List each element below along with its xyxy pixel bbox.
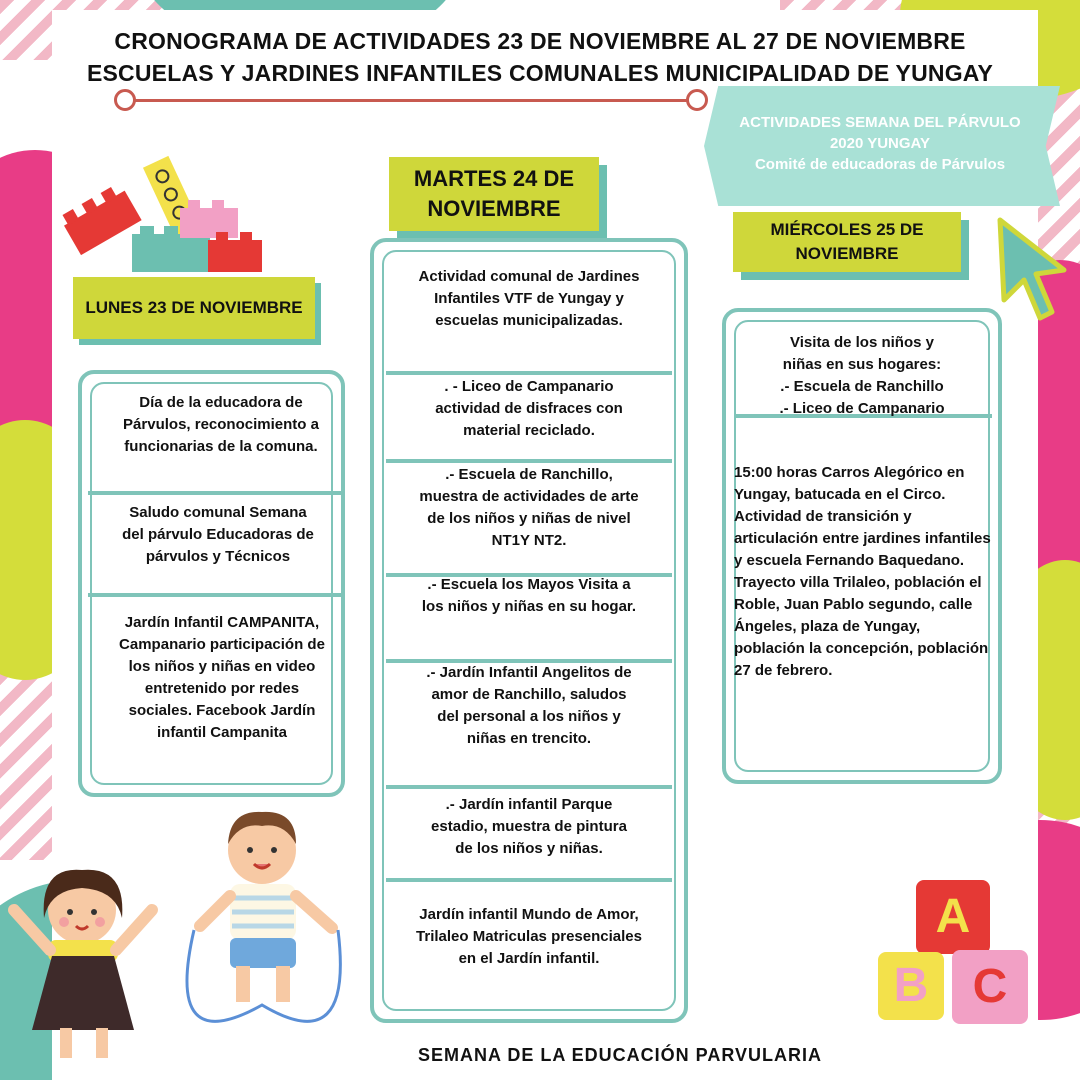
day-label-line: MIÉRCOLES 25 DE	[770, 220, 924, 239]
schedule-entry: . - Liceo de Campanario actividad de disfraces con material reciclado.	[435, 378, 623, 439]
footer-title: SEMANA DE LA EDUCACIÓN PARVULARIA	[417, 1045, 822, 1065]
day-label-lunes: LUNES 23 DE NOVIEMBRE	[73, 277, 315, 339]
schedule-entry: Saludo comunal Semana del párvulo Educadoras de párvulos y Técnicos	[122, 504, 314, 565]
schedule-column-martes	[370, 238, 688, 1023]
schedule-entry: 15:00 horas Carros Alegórico en Yungay, batucada en el Circo. Actividad de transición y articulación entre jardines infantiles y escuela Fernando Baquedano. Trayecto villa Trilaleo, población el Roble, Juan Pablo segundo, calle Ángeles, plaza de Yungay, población la concepción, población 27 de febrero.	[734, 464, 991, 679]
day-label-line: NOVIEMBRE	[795, 244, 899, 263]
ribbon-line: ACTIVIDADES SEMANA DEL PÁRVULO	[739, 114, 1021, 131]
abc-block-a: A	[916, 880, 990, 954]
schedule-column-lunes	[78, 370, 345, 797]
cursor-arrow-icon	[992, 212, 1072, 322]
toy-blocks-icon	[60, 148, 270, 278]
schedule-entry: Día de la educadora de Párvulos, reconocimiento a funcionarias de la comuna.	[123, 394, 319, 455]
divider-dot	[686, 89, 708, 111]
entry-line: .- Liceo de Campanario	[779, 400, 945, 417]
kids-illustration	[4, 800, 354, 1070]
ribbon-line: 2020 YUNGAY	[829, 135, 931, 152]
schedule-entry: Actividad comunal de Jardines Infantiles VTF de Yungay y escuelas municipalizadas.	[418, 268, 640, 329]
schedule-entry: .- Escuela de Ranchillo, muestra de actividades de arte de los niños y niñas de nivel NT1Y NT2.	[419, 466, 639, 549]
schedule-entry: Jardín infantil Mundo de Amor, Trilaleo Matriculas presenciales en el Jardín infantil.	[416, 906, 642, 967]
entry-line: niñas en sus hogares:	[782, 356, 942, 373]
entry-separator	[88, 491, 341, 495]
schedule-entry: Jardín Infantil CAMPANITA, Campanario participación de los niños y niñas en video entretenido por redes sociales. Facebook Jardín infantil Campanita	[119, 614, 325, 741]
schedule-column-miercoles	[722, 308, 1002, 784]
entry-separator	[386, 371, 672, 375]
page-title: CRONOGRAMA DE ACTIVIDADES 23 DE NOVIEMBRE AL 27 DE NOVIEMBRE	[114, 28, 966, 54]
entry-separator	[386, 785, 672, 789]
schedule-entry: .- Escuela los Mayos Visita a los niños y niñas en su hogar.	[421, 576, 637, 615]
ribbon-line: Comité de educadoras de Párvulos	[754, 156, 1006, 173]
schedule-entry: .- Jardín Infantil Angelitos de amor de Ranchillo, saludos del personal a los niños y niñas en trencito.	[426, 664, 632, 747]
day-label-line: NOVIEMBRE	[427, 196, 561, 221]
abc-block-c: C	[952, 950, 1028, 1024]
abc-block-b: B	[878, 952, 944, 1020]
day-label-miercoles	[733, 212, 961, 272]
entry-separator	[88, 593, 341, 597]
divider-dot	[114, 89, 136, 111]
page-subtitle: ESCUELAS Y JARDINES INFANTILES COMUNALES MUNICIPALIDAD DE YUNGAY	[86, 60, 994, 86]
entry-line: Visita de los niños y	[790, 334, 934, 351]
schedule-entry: .- Jardín infantil Parque estadio, muestra de pintura de los niños y niñas.	[431, 796, 627, 857]
column-inner-border	[382, 250, 676, 1011]
schedule-entry	[746, 332, 978, 420]
entry-line: .- Escuela de Ranchillo	[780, 378, 944, 395]
day-label-martes	[389, 157, 599, 231]
day-label-line: MARTES 24 DE	[413, 166, 575, 191]
ribbon-text	[720, 112, 1040, 175]
entry-separator	[386, 459, 672, 463]
entry-separator	[386, 878, 672, 882]
divider-line	[125, 99, 695, 102]
